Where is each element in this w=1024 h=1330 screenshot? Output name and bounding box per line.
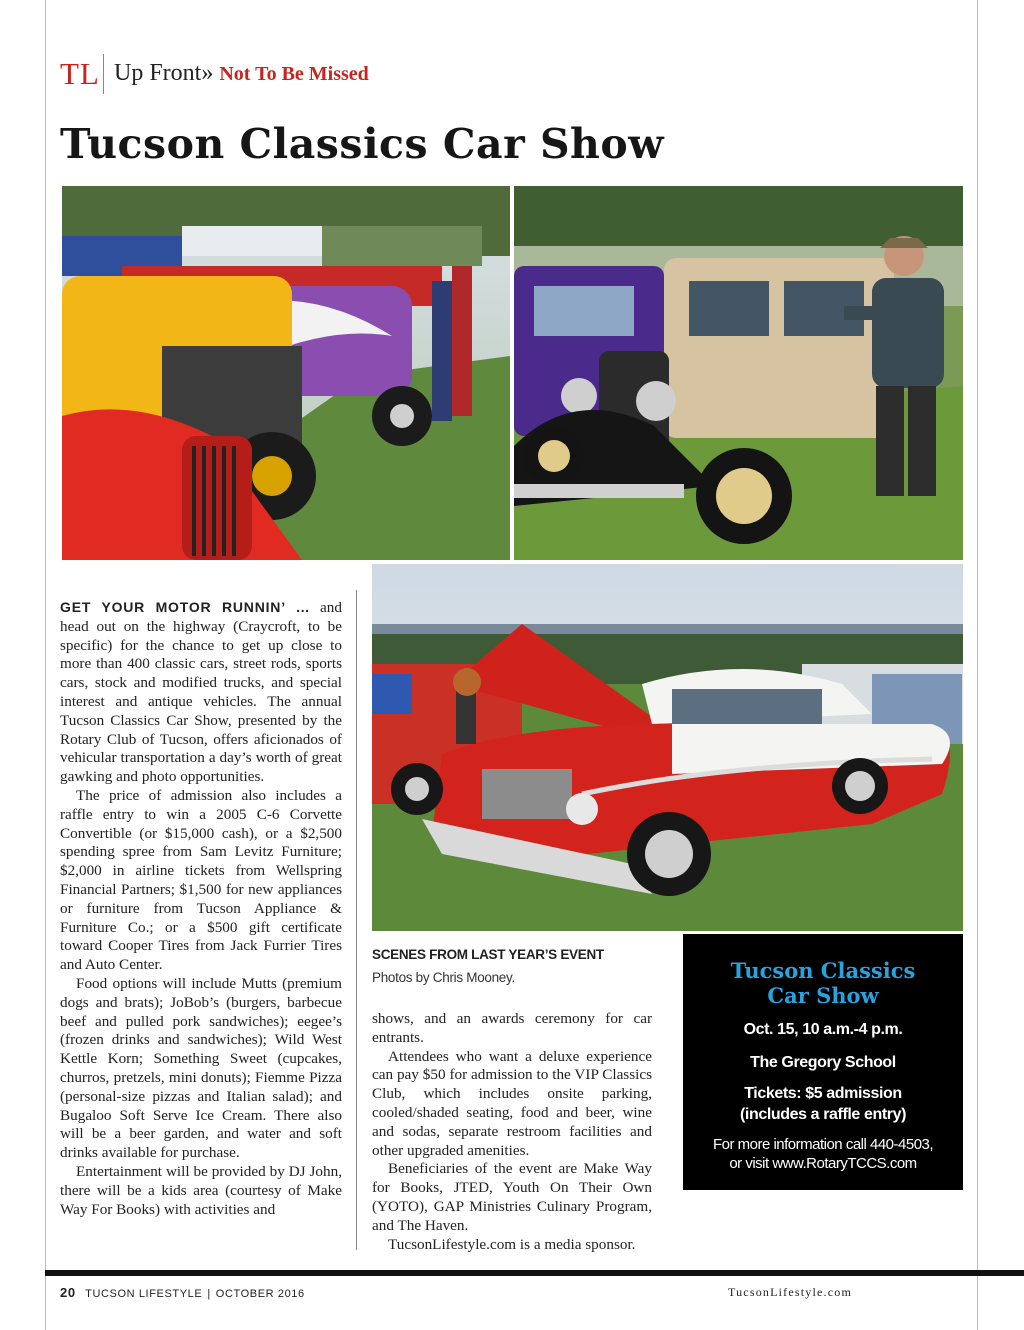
article-paragraph: The price of admission also includes a raffle entry to win a 2005 C-6 Corvette Convertible (or $15,000 cash), or a $2,500 spending spree from Sam Levitz Furniture; $2,000 in airline tickets from Wellspring Financial Partners; $1,500 for new appliances or furniture from Tucson Appliance & Furniture Co.; or a $500 gift certificate toward Cooper Tires from Jack Furrier Tires and Auto Center. xyxy=(60,786,342,974)
page-number: 20 xyxy=(60,1285,76,1300)
event-date: Oct. 15, 10 a.m.-4 p.m. xyxy=(743,1021,903,1038)
column-divider xyxy=(356,590,357,1250)
article-paragraph: Attendees who want a deluxe experience can pay $50 for admission to the VIP Classics Club, which includes onsite parking, cooled/shaded seating, food and beer, wine and sodas, separate restroom facilities and other upgraded amenities. xyxy=(372,1047,652,1159)
event-contact xyxy=(683,1135,963,1173)
event-title-line: Car Show xyxy=(767,983,879,1008)
lead-in: GET YOUR MOTOR RUNNIN’ … xyxy=(60,599,311,615)
article-paragraph: Food options will include Mutts (premium dogs and brats); JoBob’s (burgers, barbecue beef and pulled pork sandwiches); eegee’s (frozen drinks and sandwiches); Wild West Kettle Korn; Something Sweet (cupcakes, churros, pretzels, mini donuts); Fiemme Pizza (personal-size pizzas and Italian salad); and Bugaloo Soft Serve Ice Cream. There also will be a beer garden, and water and soft drinks available for purchase. xyxy=(60,974,342,1162)
paragraph-text: and head out on the highway (Craycroft, to be specific) for the chance to get up close to more than 400 classic cars, street rods, sports cars, stock and modified trucks, and special interest and antique vehicles. The annual Tucson Classics Car Show, presented by the Rotary Club of Tucson, offers aficionados of vehicular transportation a day’s worth of great gawking and photo opportunities. xyxy=(60,599,342,786)
footer-rule xyxy=(45,1270,1024,1276)
page-gutter-line-left xyxy=(45,0,46,1330)
contact-website: or visit www.RotaryTCCS.com xyxy=(729,1155,917,1172)
tickets-note: (includes a raffle entry) xyxy=(739,1106,907,1123)
contact-phone: For more information call 440-4503, xyxy=(712,1136,934,1153)
event-title xyxy=(683,958,963,1008)
photo-hot-rods-row xyxy=(62,186,510,560)
subsection-name: Not To Be Missed xyxy=(219,63,369,85)
section-label xyxy=(114,60,369,87)
article-column-2 xyxy=(372,1010,652,1254)
photo-caption xyxy=(372,947,672,985)
event-tickets xyxy=(683,1083,963,1125)
tl-logo: TL xyxy=(60,56,100,91)
footer-separator: | xyxy=(207,1288,211,1300)
section-name: Up Front» xyxy=(114,60,214,86)
caption-heading: SCENES FROM LAST YEAR’S EVENT xyxy=(372,947,604,962)
photo-vintage-sedan xyxy=(514,186,963,560)
article-paragraph: Beneficiaries of the event are Make Way for Books, JTED, Youth On Their Own (YOTO), GAP Ministries Culinary Program, and The Haven. xyxy=(372,1160,652,1234)
article-paragraph: shows, and an awards ceremony for car entrants. xyxy=(372,1010,652,1046)
event-title-line: Tucson Classics xyxy=(730,958,916,983)
article-paragraph xyxy=(60,598,342,787)
tickets-price: Tickets: $5 admission xyxy=(744,1085,902,1102)
article-paragraph: Entertainment will be provided by DJ John, there will be a kids area (courtesy of Make Way For Books) with activities and xyxy=(60,1162,342,1218)
footer-website: TucsonLifestyle.com xyxy=(728,1285,853,1299)
photo-red-bel-air xyxy=(372,564,963,931)
event-venue: The Gregory School xyxy=(750,1054,896,1071)
header-divider xyxy=(103,54,104,94)
event-info-box xyxy=(683,934,963,1190)
photo-credit: Photos by Chris Mooney. xyxy=(372,970,515,985)
issue-date: OCTOBER 2016 xyxy=(215,1288,305,1300)
page-footer-info xyxy=(60,1285,305,1300)
magazine-name: TUCSON LIFESTYLE xyxy=(85,1288,203,1300)
article-paragraph: TucsonLifestyle.com is a media sponsor. xyxy=(388,1235,636,1253)
page-gutter-line-right xyxy=(977,0,978,1330)
article-headline: Tucson Classics Car Show xyxy=(60,120,664,168)
article-column-1 xyxy=(60,598,342,1219)
